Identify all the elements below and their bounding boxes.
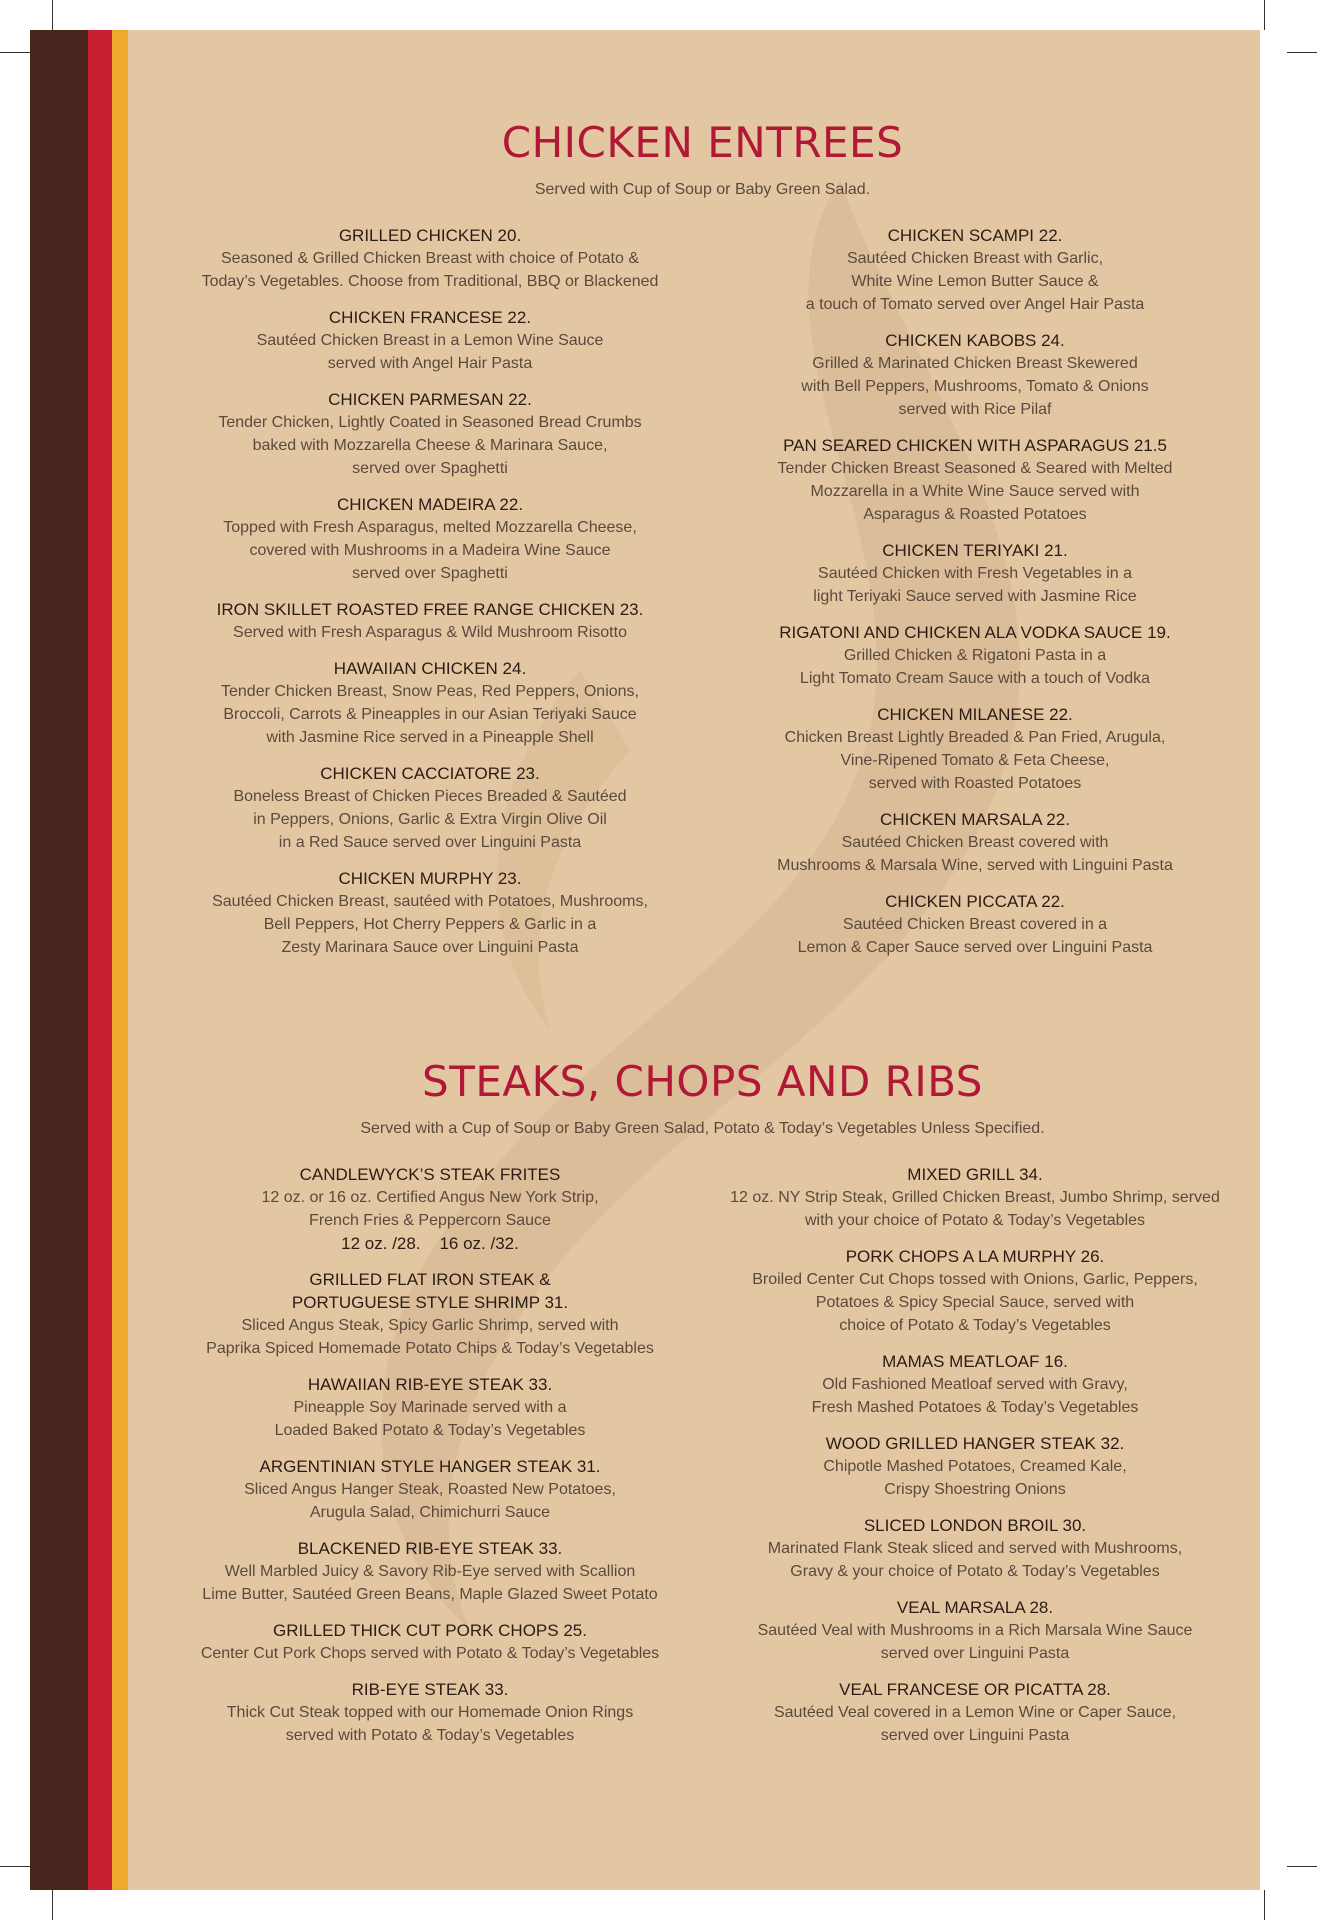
crop-mark: [1264, 1890, 1265, 1920]
menu-item-description: Topped with Fresh Asparagus, melted Mozzarella Cheese,: [223, 519, 637, 536]
menu-item-description: in a Red Sauce served over Linguini Pasta: [278, 834, 582, 851]
chicken-section-title: CHICKEN ENTREES: [501, 118, 904, 167]
menu-item: [160, 1163, 700, 1255]
menu-item-description: Seasoned & Grilled Chicken Breast with choice of Potato &: [221, 250, 639, 267]
menu-item-description: served with Rice Pilaf: [898, 401, 1052, 418]
menu-item-name: WOOD GRILLED HANGER STEAK 32.: [825, 1434, 1125, 1453]
menu-item-description: Grilled & Marinated Chicken Breast Skewered: [812, 355, 1138, 372]
menu-item-name: HAWAIIAN RIB-EYE STEAK 33.: [307, 1375, 553, 1394]
chicken-left-column: [160, 224, 700, 972]
menu-item-name: PORTUGUESE STYLE SHRIMP 31.: [291, 1293, 569, 1312]
menu-item-description: covered with Mushrooms in a Madeira Wine Sauce: [249, 542, 611, 559]
menu-item-sizes: 12 oz. /28. 16 oz. /32.: [341, 1234, 519, 1253]
menu-item-name: CHICKEN MILANESE 22.: [877, 705, 1073, 724]
menu-item-name: CHICKEN MURPHY 23.: [338, 869, 522, 888]
menu-item-description: with Jasmine Rice served in a Pineapple Shell: [266, 729, 594, 746]
crop-mark: [1287, 52, 1317, 53]
menu-item: [160, 762, 700, 854]
crop-mark: [1264, 0, 1265, 30]
menu-item: [160, 224, 700, 293]
menu-item-description: 12 oz. or 16 oz. Certified Angus New York Strip,: [261, 1189, 599, 1206]
menu-item: [160, 1537, 700, 1606]
menu-item-description: Gravy & your choice of Potato & Today’s Vegetables: [790, 1563, 1160, 1580]
menu-item-description: White Wine Lemon Butter Sauce &: [851, 273, 1099, 290]
menu-item: [705, 1350, 1245, 1419]
menu-item: [705, 1163, 1245, 1232]
menu-item-name: CHICKEN CACCIATORE 23.: [320, 764, 540, 783]
menu-item-name: MIXED GRILL 34.: [907, 1165, 1043, 1184]
menu-item-description: Grilled Chicken & Rigatoni Pasta in a: [843, 647, 1107, 664]
menu-item-description: Sautéed Veal with Mushrooms in a Rich Marsala Wine Sauce: [757, 1622, 1193, 1639]
menu-content: [160, 30, 1245, 1890]
menu-item: [705, 1678, 1245, 1747]
menu-item: [160, 388, 700, 480]
menu-item-description: Crispy Shoestring Onions: [884, 1481, 1066, 1498]
menu-item-name: CHICKEN KABOBS 24.: [885, 331, 1065, 350]
menu-item-name: BLACKENED RIB-EYE STEAK 33.: [297, 1539, 563, 1558]
menu-item-description: Boneless Breast of Chicken Pieces Breaded & Sautéed: [233, 788, 627, 805]
menu-item-description: Broiled Center Cut Chops tossed with Onions, Garlic, Peppers,: [752, 1271, 1198, 1288]
menu-item-description: Sautéed Veal covered in a Lemon Wine or Caper Sauce,: [773, 1704, 1177, 1721]
menu-item-name: CHICKEN PARMESAN 22.: [328, 390, 532, 409]
menu-item-description: Marinated Flank Steak sliced and served with Mushrooms,: [767, 1540, 1183, 1557]
menu-item-description: Tender Chicken Breast Seasoned & Seared with Melted: [777, 460, 1173, 477]
yellow-stripe: [112, 30, 128, 1890]
menu-item-name: SLICED LONDON BROIL 30.: [863, 1516, 1087, 1535]
menu-item: [705, 1514, 1245, 1583]
menu-item-description: Mozzarella in a White Wine Sauce served with: [810, 483, 1140, 500]
menu-item: [705, 1596, 1245, 1665]
menu-item-name: ARGENTINIAN STYLE HANGER STEAK 31.: [259, 1457, 601, 1476]
menu-item-description: Sliced Angus Steak, Spicy Garlic Shrimp, served with: [241, 1317, 619, 1334]
menu-item-name: CHICKEN MADEIRA 22.: [336, 495, 524, 514]
brown-stripe: [30, 30, 88, 1890]
menu-item: [160, 1268, 700, 1360]
menu-item-description: Old Fashioned Meatloaf served with Gravy,: [822, 1376, 1128, 1393]
menu-item-description: a touch of Tomato served over Angel Hair Pasta: [805, 296, 1145, 313]
menu-item-description: Broccoli, Carrots & Pineapples in our Asian Teriyaki Sauce: [223, 706, 637, 723]
menu-item: [705, 808, 1245, 877]
menu-item-name: GRILLED THICK CUT PORK CHOPS 25.: [273, 1621, 587, 1640]
crop-mark: [52, 0, 53, 30]
menu-item-name: RIGATONI AND CHICKEN ALA VODKA SAUCE 19.: [779, 623, 1171, 642]
menu-item-description: Center Cut Pork Chops served with Potato & Today’s Vegetables: [200, 1645, 660, 1662]
menu-item-description: choice of Potato & Today’s Vegetables: [839, 1317, 1111, 1334]
menu-item-description: Pineapple Soy Marinade served with a: [293, 1399, 567, 1416]
menu-item-description: Fresh Mashed Potatoes & Today’s Vegetables: [811, 1399, 1139, 1416]
steaks-left-column: [160, 1163, 700, 1760]
menu-item-name: CHICKEN MARSALA 22.: [880, 810, 1070, 829]
menu-item-description: Thick Cut Steak topped with our Homemade Onion Rings: [226, 1704, 634, 1721]
crop-mark: [1287, 1866, 1317, 1867]
steaks-section-subtitle: Served with a Cup of Soup or Baby Green Salad, Potato & Today’s Vegetables Unless Specified.: [360, 1120, 1045, 1137]
menu-item-description: Sautéed Chicken with Fresh Vegetables in a: [818, 565, 1132, 582]
menu-item-description: baked with Mozzarella Cheese & Marinara Sauce,: [252, 437, 608, 454]
menu-item-description: served over Spaghetti: [352, 565, 508, 582]
menu-item-description: Sautéed Chicken Breast, sautéed with Potatoes, Mushrooms,: [212, 893, 648, 910]
menu-item-description: served over Linguini Pasta: [880, 1727, 1070, 1744]
menu-item-description: French Fries & Peppercorn Sauce: [309, 1212, 551, 1229]
menu-item: [705, 621, 1245, 690]
menu-item-name: CHICKEN PICCATA 22.: [885, 892, 1065, 911]
menu-item: [160, 306, 700, 375]
menu-item: [705, 1245, 1245, 1337]
menu-item: [705, 1432, 1245, 1501]
menu-item: [705, 703, 1245, 795]
menu-item-name: GRILLED CHICKEN 20.: [338, 226, 522, 245]
menu-item-description: Sautéed Chicken Breast with Garlic,: [846, 250, 1104, 267]
menu-item-description: Paprika Spiced Homemade Potato Chips & Today’s Vegetables: [206, 1340, 654, 1357]
menu-item: [160, 1619, 700, 1665]
menu-item: [705, 539, 1245, 608]
menu-item-name: VEAL MARSALA 28.: [896, 1598, 1054, 1617]
menu-item-description: Mushrooms & Marsala Wine, served with Linguini Pasta: [777, 857, 1173, 874]
menu-item: [160, 867, 700, 959]
chicken-section-subtitle: Served with Cup of Soup or Baby Green Salad.: [534, 181, 871, 198]
menu-item: [160, 493, 700, 585]
menu-item-description: Chipotle Mashed Potatoes, Creamed Kale,: [823, 1458, 1127, 1475]
crop-mark: [0, 52, 30, 53]
chicken-right-column: [705, 224, 1245, 972]
menu-item-description: Tender Chicken Breast, Snow Peas, Red Peppers, Onions,: [221, 683, 639, 700]
menu-item: [160, 1373, 700, 1442]
menu-item-name: IRON SKILLET ROASTED FREE RANGE CHICKEN 23.: [216, 600, 644, 619]
menu-item: [705, 329, 1245, 421]
menu-item-description: Served with Fresh Asparagus & Wild Mushroom Risotto: [233, 624, 627, 641]
menu-item-description: Sautéed Chicken Breast covered with: [841, 834, 1109, 851]
menu-item-description: served over Spaghetti: [352, 460, 508, 477]
menu-item-description: Lemon & Caper Sauce served over Linguini Pasta: [797, 939, 1153, 956]
menu-item-description: Lime Butter, Sautéed Green Beans, Maple Glazed Sweet Potato: [202, 1586, 658, 1603]
menu-item-description: with Bell Peppers, Mushrooms, Tomato & Onions: [801, 378, 1149, 395]
menu-item-description: Vine-Ripened Tomato & Feta Cheese,: [840, 752, 1110, 769]
menu-item-name: VEAL FRANCESE OR PICATTA 28.: [839, 1680, 1111, 1699]
menu-item-description: served with Potato & Today’s Vegetables: [285, 1727, 575, 1744]
menu-item-name: CHICKEN SCAMPI 22.: [887, 226, 1063, 245]
steaks-right-column: [705, 1163, 1245, 1760]
menu-item-description: Arugula Salad, Chimichurri Sauce: [309, 1504, 551, 1521]
menu-page: [30, 30, 1260, 1890]
menu-item-description: served with Roasted Potatoes: [868, 775, 1082, 792]
menu-item-name: CHICKEN TERIYAKI 21.: [882, 541, 1068, 560]
menu-item-description: light Teriyaki Sauce served with Jasmine Rice: [813, 588, 1137, 605]
menu-item-description: Sautéed Chicken Breast covered in a: [842, 916, 1108, 933]
menu-item-description: Well Marbled Juicy & Savory Rib-Eye served with Scallion: [224, 1563, 636, 1580]
menu-item: [705, 224, 1245, 316]
menu-item-name: PORK CHOPS A LA MURPHY 26.: [845, 1247, 1105, 1266]
red-stripe: [88, 30, 112, 1890]
menu-item-description: with your choice of Potato & Today’s Vegetables: [804, 1212, 1146, 1229]
menu-item-description: Today’s Vegetables. Choose from Traditional, BBQ or Blackened: [201, 273, 659, 290]
menu-item-description: Potatoes & Spicy Special Sauce, served with: [815, 1294, 1135, 1311]
menu-item-description: in Peppers, Onions, Garlic & Extra Virgin Olive Oil: [253, 811, 607, 828]
menu-item-name: CANDLEWYCK’S STEAK FRITES: [299, 1165, 561, 1184]
menu-item-description: Sliced Angus Hanger Steak, Roasted New Potatoes,: [244, 1481, 616, 1498]
menu-item-name: HAWAIIAN CHICKEN 24.: [333, 659, 527, 678]
menu-item-name: GRILLED FLAT IRON STEAK &: [309, 1270, 551, 1289]
crop-mark: [52, 1890, 53, 1920]
menu-item-description: Zesty Marinara Sauce over Linguini Pasta: [281, 939, 579, 956]
menu-item-description: Tender Chicken, Lightly Coated in Seasoned Bread Crumbs: [218, 414, 642, 431]
menu-item-name: RIB-EYE STEAK 33.: [351, 1680, 509, 1699]
menu-item-description: Chicken Breast Lightly Breaded & Pan Fried, Arugula,: [784, 729, 1166, 746]
menu-item-description: Bell Peppers, Hot Cherry Peppers & Garlic in a: [263, 916, 597, 933]
menu-item-description: served with Angel Hair Pasta: [327, 355, 533, 372]
menu-item: [160, 657, 700, 749]
menu-item-description: 12 oz. NY Strip Steak, Grilled Chicken Breast, Jumbo Shrimp, served: [730, 1189, 1220, 1206]
menu-item: [160, 1455, 700, 1524]
menu-item: [160, 1678, 700, 1747]
menu-item: [705, 890, 1245, 959]
steaks-section-title: STEAKS, CHOPS AND RIBS: [422, 1057, 983, 1106]
menu-item-description: Asparagus & Roasted Potatoes: [863, 506, 1087, 523]
menu-item-description: served over Linguini Pasta: [880, 1645, 1070, 1662]
menu-item-name: MAMAS MEATLOAF 16.: [882, 1352, 1068, 1371]
menu-item: [160, 598, 700, 644]
menu-item-name: PAN SEARED CHICKEN WITH ASPARAGUS 21.5: [783, 436, 1167, 455]
menu-item: [705, 434, 1245, 526]
menu-item-description: Loaded Baked Potato & Today’s Vegetables: [274, 1422, 586, 1439]
menu-item-description: Sautéed Chicken Breast in a Lemon Wine Sauce: [256, 332, 604, 349]
crop-mark: [0, 1866, 30, 1867]
menu-item-description: Light Tomato Cream Sauce with a touch of Vodka: [799, 670, 1151, 687]
menu-item-name: CHICKEN FRANCESE 22.: [328, 308, 532, 327]
